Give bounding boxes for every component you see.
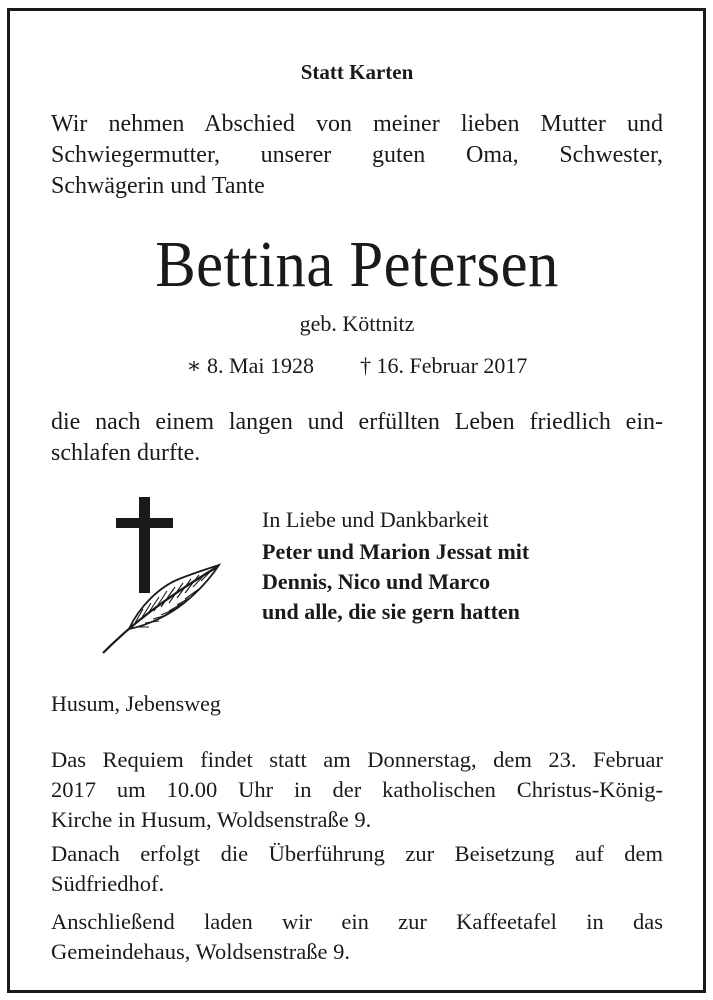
requiem-line-1: Das Requiem findet statt am Donnerstag, dem 23. Februar [51, 747, 663, 772]
after-line-1: die nach einem langen und erfüllten Leben friedlich ein- [51, 409, 663, 435]
after-line-2: schlafen durfte. [51, 440, 201, 466]
transfer-line-1: Danach erfolgt die Überführung zur Beisetzung auf dem [51, 841, 663, 866]
cross-icon [116, 497, 173, 593]
header-title: Statt Karten [300, 60, 414, 84]
after-text [51, 407, 663, 469]
transfer-line-2: Südfriedhof. [51, 871, 165, 896]
family-line-1: Peter und Marion Jessat mit [262, 539, 530, 564]
family-line-2: Dennis, Nico und Marco [262, 569, 491, 594]
deceased-name: Bettina Petersen [155, 228, 559, 301]
intro-line-3: Schwägerin und Tante [51, 173, 265, 199]
life-dates [51, 351, 663, 381]
requiem-line-3: Kirche in Husum, Woldsenstraße 9. [51, 807, 372, 832]
family-names [262, 537, 662, 627]
birth-date: ∗ 8. Mai 1928 [186, 353, 314, 378]
birth-name: geb. Köttnitz [299, 311, 415, 336]
death-date: † 16. Februar 2017 [359, 353, 528, 378]
place-text: Husum, Jebensweg [51, 691, 221, 716]
family-line-3: und alle, die sie gern hatten [262, 599, 520, 624]
invitation-line-2: Gemeindehaus, Woldsenstraße 9. [51, 939, 350, 964]
transfer-paragraph [51, 839, 663, 899]
invitation-paragraph [51, 907, 663, 967]
obituary-frame [7, 8, 706, 993]
family-block [262, 505, 662, 627]
family-lead: In Liebe und Dankbarkeit [262, 507, 489, 532]
requiem-paragraph [51, 745, 663, 835]
cross-feather-art [99, 487, 229, 657]
requiem-line-2: 2017 um 10.00 Uhr in der katholischen Christus-König- [51, 777, 663, 802]
intro-line-1: Wir nehmen Abschied von meiner lieben Mutter und [51, 111, 663, 137]
intro-text [51, 109, 663, 202]
feather-icon [103, 565, 219, 653]
invitation-line-1: Anschließend laden wir ein zur Kaffeetafel in das [51, 909, 663, 934]
intro-line-2: Schwiegermutter, unserer guten Oma, Schwester, [51, 142, 663, 168]
